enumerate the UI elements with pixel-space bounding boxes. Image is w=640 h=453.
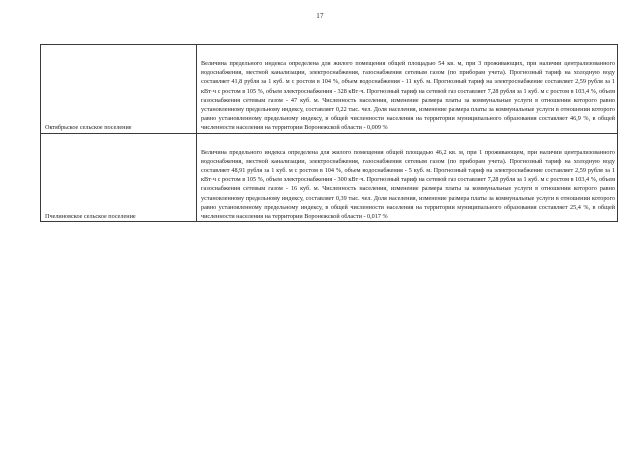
settlement-name-cell [41,133,197,222]
settlement-index-table [40,44,618,222]
page-number: 17 [316,12,324,20]
table-row [41,133,618,222]
description-text: Величина предельного индекса определена для жилого помещения общей площадью 46,2 кв. м, при 1 проживающем, при наличии централизованного водоснабжения, местной канализации, электроснабжения, газоснабжения сетевым газом (по приборам учета). Прогнозный тариф на холодную воду составляет 48,91 рубля за 1 куб. м с ростом в 104 %, объем водоснабжения - 5 куб. м. Прогнозный тариф на электроснабжение составляет 2,59 рубля за 1 кВт·ч с ростом в 105 %, объем электроснабжения - 300 кВт·ч. Прогнозный тариф на сетевой газ составляет 7,28 рубля за 1 куб. м с ростом в 103,4 %, объем газоснабжения сетевым газом - 16 куб. м. Численность населения, изменение размера платы за коммунальные услуги в отношении которого равно установленному предельному индексу, составляет 0,39 тыс. чел. Доля населения, изменение размера платы за коммунальные услуги в отношении которого равно установленному предельному индексу, в общей численности населения на территории муниципального образования составляет 25,4 %, в общей численности населения на территории Воронежской области - 0,017 % [201,148,615,221]
description-cell [197,45,618,134]
description-cell [197,133,618,222]
description-text: Величина предельного индекса определена для жилого помещения общей площадью 54 кв. м, при 3 проживающих, при наличии централизованного водоснабжения, местной канализации, электроснабжения, газоснабжения сетевым газом (по приборам учета). Прогнозный тариф на холодную воду составляет 41,8 рубля за 1 куб. м с ростом в 104 %, объем водоснабжения - 11 куб. м. Прогнозный тариф на электроснабжение составляет 2,59 рубля за 1 кВт·ч с ростом в 105 %, объем электроснабжения - 328 кВт·ч. Прогнозный тариф на сетевой газ составляет 7,28 рубля за 1 куб. м с ростом в 103,4 %, объем газоснабжения сетевым газом - 47 куб. м. Численность населения, изменение размера платы за коммунальные услуги в отношении которого равно установленному предельному индексу, составляет 0,22 тыс. чел. Доля населения, изменение размера платы за коммунальные услуги в отношении которого равно установленному предельному индексу, в общей численности населения на территории муниципального образования составляет 46,9 %, в общей численности населения на территории Воронежской области - 0,009 % [201,60,615,132]
table-row [41,45,618,134]
settlement-name: Пчелиновское сельское поселение [45,212,136,220]
settlement-name-cell [41,45,197,134]
settlement-name: Октябрьское сельское поселение [45,124,132,132]
